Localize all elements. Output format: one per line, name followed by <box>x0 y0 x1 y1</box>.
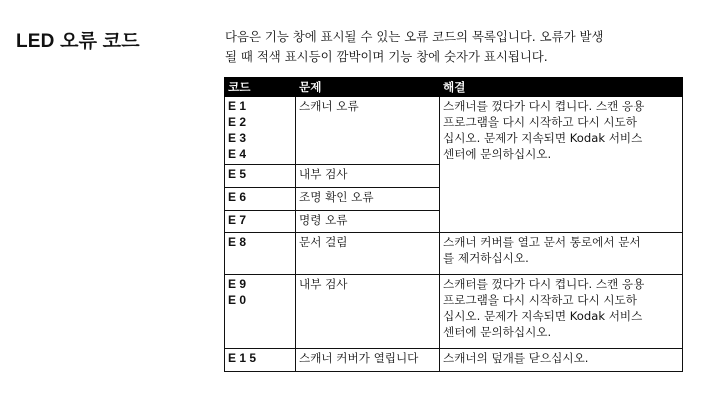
solution-cell <box>440 97 683 233</box>
problem-cell: 조명 확인 오류 <box>296 188 440 211</box>
error-code: E 4 <box>228 147 247 161</box>
intro-line-2: 될 때 적색 표시등이 깜박이며 기능 창에 숫자가 표시됩니다. <box>225 49 548 64</box>
code-cell <box>225 233 296 275</box>
error-code: E 2 <box>228 115 247 129</box>
code-cell <box>225 165 296 188</box>
solution-line: 십시오. 문제가 지속되면 Kodak 서비스 <box>443 309 643 323</box>
error-code: E 5 <box>228 167 247 181</box>
table-row <box>225 349 683 372</box>
solution-line: 센터에 문의하십시오. <box>443 325 552 339</box>
problem-cell: 스캐너 오류 <box>296 97 440 165</box>
problem-cell: 스캐너 커버가 열립니다 <box>296 349 440 372</box>
solution-line: 스캐터를 껐다가 다시 켭니다. 스캔 응용 <box>443 277 645 291</box>
table-row <box>225 275 683 349</box>
solution-line: 스캐너의 덮개를 닫으십시오. <box>443 351 589 365</box>
error-code: E 8 <box>228 235 247 249</box>
intro-paragraph <box>225 27 695 67</box>
solution-cell <box>440 233 683 275</box>
header-solution: 해결 <box>440 78 683 97</box>
solution-cell <box>440 349 683 372</box>
solution-line: 프로그램을 다시 시작하고 다시 시도하 <box>443 115 637 129</box>
problem-cell: 내부 검사 <box>296 165 440 188</box>
solution-cell <box>440 275 683 349</box>
error-code: E 9 <box>228 277 247 291</box>
solution-line: 스캐너를 껐다가 다시 켭니다. 스캔 응용 <box>443 99 645 113</box>
solution-line: 센터에 문의하십시오. <box>443 147 552 161</box>
error-code: E 3 <box>228 131 247 145</box>
table-header-row <box>225 78 683 97</box>
code-cell <box>225 275 296 349</box>
header-problem: 문제 <box>296 78 440 97</box>
error-code: E 6 <box>228 190 247 204</box>
intro-line-1: 다음은 기능 창에 표시될 수 있는 오류 코드의 목록입니다. 오류가 발생 <box>225 29 604 44</box>
solution-line: 프로그램을 다시 시작하고 다시 시도하 <box>443 293 637 307</box>
solution-line: 스캐너 커버를 열고 문서 통로에서 문서 <box>443 235 641 249</box>
code-cell <box>225 211 296 233</box>
table-row <box>225 97 683 165</box>
header-code: 코드 <box>225 78 296 97</box>
solution-line: 십시오. 문제가 지속되면 Kodak 서비스 <box>443 131 643 145</box>
code-cell <box>225 97 296 165</box>
code-cell <box>225 188 296 211</box>
error-code-table <box>224 77 683 372</box>
problem-cell: 문서 걸림 <box>296 233 440 275</box>
error-code: E 7 <box>228 213 247 227</box>
problem-cell: 명령 오류 <box>296 211 440 233</box>
section-title: LED 오류 코드 <box>16 31 140 52</box>
problem-cell: 내부 검사 <box>296 275 440 349</box>
error-code: E 1 <box>228 99 247 113</box>
error-code: E 1 5 <box>228 351 257 365</box>
error-code: E 0 <box>228 293 247 307</box>
code-cell <box>225 349 296 372</box>
solution-line: 를 제거하십시오. <box>443 251 529 265</box>
table-row <box>225 233 683 275</box>
